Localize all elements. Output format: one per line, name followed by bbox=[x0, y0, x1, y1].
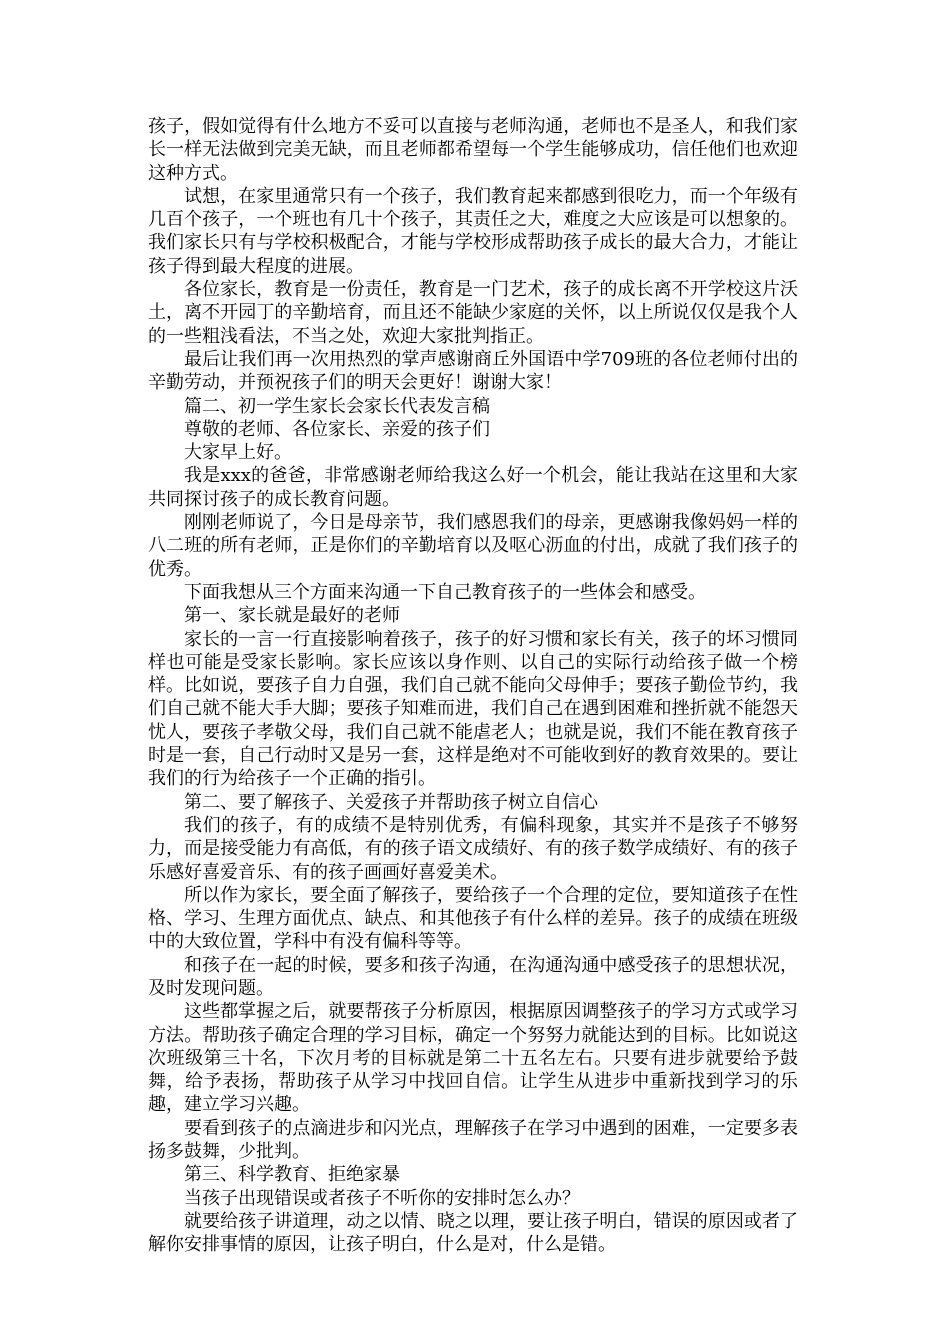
paragraph: 我们的孩子，有的成绩不是特别优秀，有偏科现象，其实并不是孩子不够努力，而是接受能力有高低，有的孩子语文成绩好、有的孩子数学成绩好、有的孩子乐感好喜爱音乐、有的孩子画画好喜爱美术。 bbox=[148, 814, 798, 883]
paragraph: 试想，在家里通常只有一个孩子，我们教育起来都感到很吃力，而一个年级有几百个孩子，一个班也有几十个孩子，其责任之大，难度之大应该是可以想象的。我们家长只有与学校积极配合，才能与学校形成帮助孩子成长的最大合力，才能让孩子得到最大程度的进展。 bbox=[148, 185, 798, 277]
paragraph: 孩子，假如觉得有什么地方不妥可以直接与老师沟通，老师也不是圣人，和我们家长一样无法做到完美无缺，而且老师都希望每一个学生能够成功，信任他们也欢迎这种方式。 bbox=[148, 116, 798, 184]
subsection-heading: 第二、要了解孩子、关爱孩子并帮助孩子树立自信心 bbox=[184, 791, 598, 813]
paragraph: 这些都掌握之后，就要帮孩子分析原因，根据原因调整孩子的学习方式或学习方法。帮助孩子确定合理的学习目标，确定一个努努力就能达到的目标。比如说这次班级第三十名，下次月考的目标就是第二十五名左右。只要有进步就要给予鼓舞，给予表扬，帮助孩子从学习中找回自信。让学生从进步中重新找到学习的乐趣，建立学习兴趣。 bbox=[148, 1001, 798, 1116]
paragraph: 家长的一言一行直接影响着孩子，孩子的好习惯和家长有关，孩子的坏习惯同样也可能是受家长影响。家长应该以身作则、以自己的实际行动给孩子做一个榜样。比如说，要孩子自力自强，我们自己就不能向父母伸手；要孩子勤俭节约，我们自己就不能大手大脚；要孩子知难而进，我们自己在遇到困难和挫折就不能怨天忧人，要孩子孝敬父母，我们自己就不能虐老人；也就是说，我们不能在教育孩子时是一套，自己行动时又是另一套，这样是绝对不可能收到好的教育效果的。要让我们的行为给孩子一个正确的指引。 bbox=[148, 628, 798, 790]
greeting: 大家早上好。 bbox=[184, 442, 292, 464]
subsection-heading: 第一、家长就是最好的老师 bbox=[184, 605, 400, 627]
paragraph: 和孩子在一起的时候，要多和孩子沟通，在沟通沟通中感受孩子的思想状况，及时发现问题。 bbox=[148, 954, 798, 999]
section-heading: 篇二、初一学生家长会家长代表发言稿 bbox=[184, 395, 490, 417]
paragraph: 就要给孩子讲道理，动之以情、晓之以理，要让孩子明白，错误的原因或者了解你安排事情的原因，让孩子明白，什么是对，什么是错。 bbox=[148, 1210, 798, 1256]
paragraph: 各位家长，教育是一份责任，教育是一门艺术，孩子的成长离不开学校这片沃土，离不开园丁的辛勤培育，而且还不能缺少家庭的关怀，以上所说仅仅是我个人的一些粗浅看法，不当之处，欢迎大家批判指正。 bbox=[148, 279, 798, 347]
subsection-heading: 第三、科学教育、拒绝家暴 bbox=[184, 1164, 400, 1186]
paragraph: 所以作为家长，要全面了解孩子，要给孩子一个合理的定位，要知道孩子在性格、学习、生理方面优点、缺点、和其他孩子有什么样的差异。孩子的成绩在班级中的大致位置，学科中有没有偏科等等。 bbox=[148, 884, 798, 953]
paragraph: 最后让我们再一次用热烈的掌声感谢商丘外国语中学709班的各位老师付出的辛勤劳动，并预祝孩子们的明天会更好！谢谢大家！ bbox=[148, 348, 798, 394]
paragraph: 当孩子出现错误或者孩子不听你的安排时怎么办？ bbox=[184, 1187, 580, 1209]
document-body bbox=[148, 115, 798, 1257]
paragraph: 我是xxx的爸爸，非常感谢老师给我这么好一个机会，能让我站在这里和大家共同探讨孩子的成长教育问题。 bbox=[148, 465, 798, 510]
paragraph: 下面我想从三个方面来沟通一下自己教育孩子的一些体会和感受。 bbox=[184, 581, 706, 603]
paragraph: 刚刚老师说了，今日是母亲节，我们感恩我们的母亲，更感谢我像妈妈一样的八二班的所有老师，正是你们的辛勤培育以及呕心沥血的付出，成就了我们孩子的优秀。 bbox=[148, 512, 798, 580]
salutation: 尊敬的老师、各位家长、亲爱的孩子们 bbox=[184, 418, 490, 440]
paragraph: 要看到孩子的点滴进步和闪光点，理解孩子在学习中遇到的困难，一定要多表扬多鼓舞，少批判。 bbox=[148, 1117, 798, 1163]
